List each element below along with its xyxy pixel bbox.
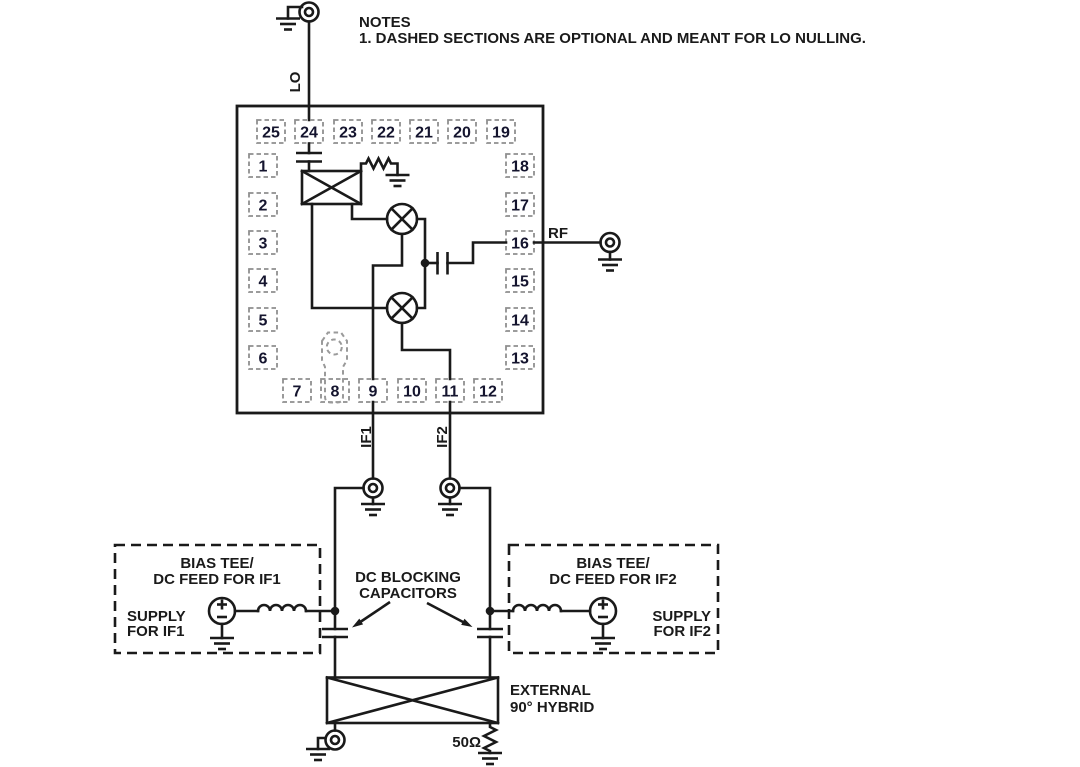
ic-pin-9 — [359, 379, 387, 402]
pin-number: 22 — [377, 124, 395, 142]
if2-connector-icon — [441, 479, 460, 498]
dc-source-if1-icon — [209, 598, 235, 624]
pin-number: 5 — [258, 312, 268, 330]
arrow-to-left-capacitor-icon — [352, 602, 390, 628]
lo-connector-icon — [300, 3, 319, 22]
external-hybrid — [306, 678, 595, 765]
pin-number: 21 — [415, 124, 433, 142]
source-if2-ground-icon — [591, 638, 615, 649]
mixer-bottom-icon — [387, 293, 417, 323]
pin-number: 25 — [262, 124, 280, 142]
rf-port-label: RF — [548, 225, 568, 242]
ic-pin-11 — [436, 379, 464, 402]
dc-block-capacitor-if2-icon — [477, 629, 503, 678]
ic-pin-20 — [448, 120, 476, 143]
supply-if2-label-1: SUPPLY — [652, 608, 711, 625]
ic-pin-17 — [506, 193, 534, 216]
mixer-bottom-if-wire — [402, 323, 450, 379]
if1-port-label: IF1 — [358, 426, 375, 448]
balun-termination-resistor — [361, 159, 410, 187]
ic-pin-18 — [506, 154, 534, 177]
bias-tee-if2-title-1: BIAS TEE/ — [576, 555, 650, 572]
rf-ground-icon — [598, 260, 622, 271]
lo-coupling-capacitor — [296, 144, 322, 172]
ic-pin-3 — [249, 231, 277, 254]
hybrid-output-connector-icon — [326, 731, 345, 750]
pin-number: 14 — [511, 312, 529, 330]
pin-number: 6 — [258, 350, 268, 368]
ic-pin-13 — [506, 346, 534, 369]
supply-if1-label-1: SUPPLY — [127, 608, 186, 625]
mixer-top-icon — [387, 204, 417, 234]
pin-number: 1 — [258, 158, 268, 176]
ic-pin-25 — [257, 120, 285, 143]
ic-pin-24 — [295, 120, 323, 143]
ic-pin-19 — [487, 120, 515, 143]
bias-tee-if2-title-2: DC FEED FOR IF2 — [549, 571, 677, 588]
if1-ground-icon — [361, 504, 385, 515]
pin-number: 9 — [368, 383, 378, 401]
ic-pin-7 — [283, 379, 311, 402]
if2-branch-wire — [460, 488, 491, 629]
hybrid-termination-resistor — [452, 723, 502, 764]
hybrid-output-ground-icon — [306, 749, 330, 760]
notes-item-1: 1. DASHED SECTIONS ARE OPTIONAL AND MEANT FOR LO NULLING. — [359, 30, 866, 47]
hybrid-label-1: EXTERNAL — [510, 682, 591, 699]
resistor-ground-icon — [386, 175, 410, 186]
supply-if1-label-2: FOR IF1 — [127, 623, 185, 640]
bias-tee-if1 — [115, 545, 335, 653]
ic-pin-21 — [410, 120, 438, 143]
ic-pin-22 — [372, 120, 400, 143]
ic-pin-15 — [506, 269, 534, 292]
source-if1-ground-icon — [210, 638, 234, 649]
if2-port-label: IF2 — [434, 426, 451, 448]
lo-ground-icon — [276, 19, 300, 30]
hybrid-coupler-icon — [327, 678, 498, 724]
dc-block-capacitor-if1-icon — [322, 629, 348, 678]
ic-pin-12 — [474, 379, 502, 402]
if2-junction-dot — [486, 607, 495, 616]
pin-number: 13 — [511, 350, 529, 368]
dc-blocking-capacitors — [322, 569, 503, 678]
ic-pin-1 — [249, 154, 277, 177]
pin-number: 2 — [258, 197, 268, 215]
pin-number: 10 — [403, 383, 421, 401]
pin-number: 19 — [492, 124, 510, 142]
termination-ground-icon — [478, 753, 502, 764]
pin-number: 16 — [511, 235, 529, 253]
pin-number: 4 — [258, 273, 268, 291]
ic-pin-6 — [249, 346, 277, 369]
ic-pin-16 — [506, 231, 534, 254]
dc-source-if2-icon — [590, 598, 616, 624]
bias-tee-if1-title-1: BIAS TEE/ — [180, 555, 254, 572]
pin-number: 17 — [511, 197, 529, 215]
if1-connector-icon — [364, 479, 383, 498]
bias-inductor-if2-icon — [513, 605, 561, 611]
bias-inductor-if1-icon — [258, 605, 306, 611]
balun-to-mixer-top-wire — [352, 204, 387, 219]
pin-number: 24 — [300, 124, 318, 142]
notes-heading: NOTES — [359, 14, 411, 31]
ic-pin-23 — [334, 120, 362, 143]
lo-port-label: LO — [287, 71, 304, 93]
pin-number: 12 — [479, 383, 497, 401]
if1-junction-dot — [331, 607, 340, 616]
if1-branch-wire — [335, 488, 364, 629]
bias-tee-if2 — [490, 545, 718, 653]
pin-number: 15 — [511, 273, 529, 291]
ic-pin-14 — [506, 308, 534, 331]
pin-number: 20 — [453, 124, 471, 142]
rf-blocking-capacitor — [425, 243, 506, 275]
pin-number: 18 — [511, 158, 529, 176]
notes-block — [359, 14, 866, 47]
termination-value-label: 50Ω — [452, 734, 481, 751]
bias-tee-if1-title-2: DC FEED FOR IF1 — [153, 571, 281, 588]
rf-output — [534, 225, 622, 271]
pin-number: 23 — [339, 124, 357, 142]
ic-pin-2 — [249, 193, 277, 216]
supply-if2-label-2: FOR IF2 — [653, 623, 711, 640]
ic-outline — [237, 106, 543, 413]
pin-number: 8 — [330, 383, 340, 401]
dc-blocking-label-1: DC BLOCKING — [355, 569, 461, 586]
lo-input — [276, 3, 319, 121]
rf-connector-icon — [601, 233, 620, 252]
hybrid-label-2: 90° HYBRID — [510, 699, 595, 716]
ic-pin-5 — [249, 308, 277, 331]
pin-number: 3 — [258, 235, 268, 253]
ic-pin-4 — [249, 269, 277, 292]
lo-balun-icon — [302, 171, 361, 204]
if2-ground-icon — [438, 504, 462, 515]
ic-pin-10 — [398, 379, 426, 402]
dc-blocking-label-2: CAPACITORS — [359, 585, 457, 602]
pin-number: 7 — [292, 383, 302, 401]
arrow-to-right-capacitor-icon — [427, 603, 473, 627]
pin-number: 11 — [441, 383, 459, 401]
